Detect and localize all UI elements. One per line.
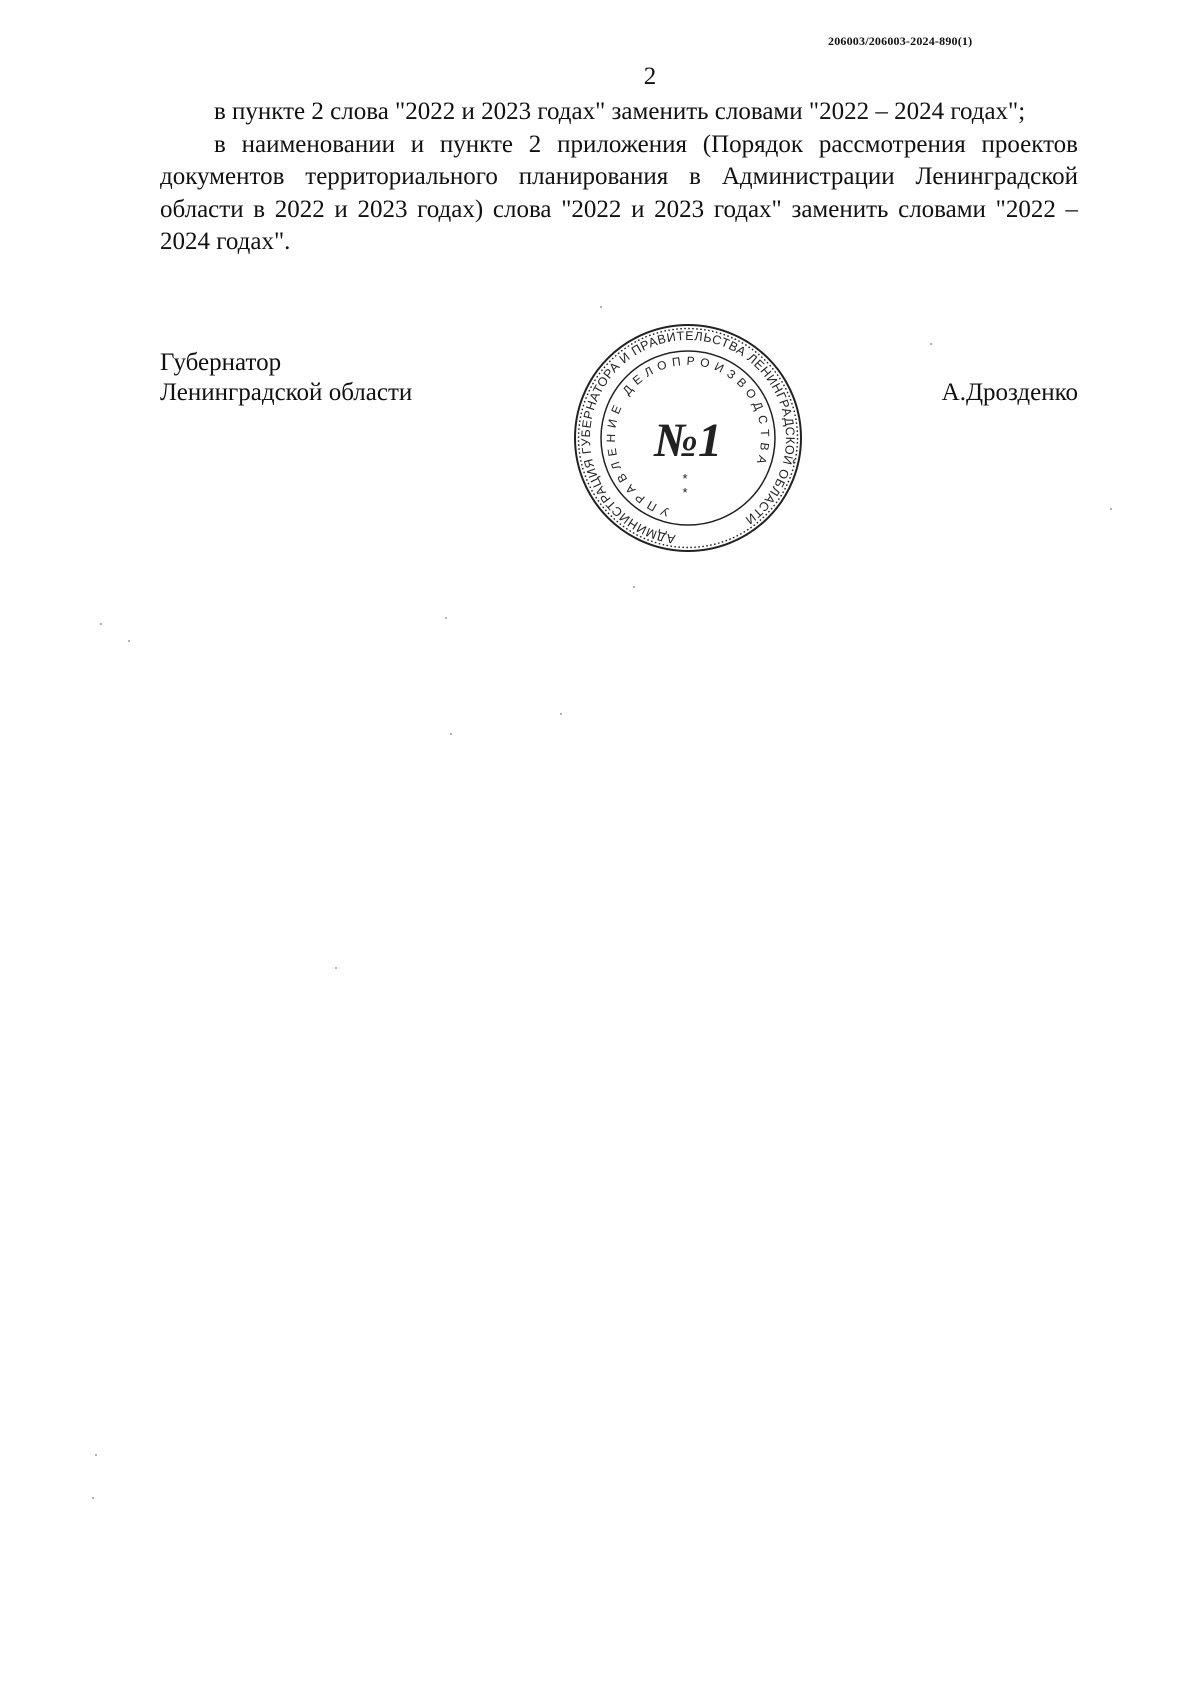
stamp-star-bottom: * (682, 485, 688, 500)
scan-speck (450, 733, 452, 735)
paragraph-2: в наименовании и пункте 2 приложения (Порядок рассмотрения проектов документов территориального планирования в Администрации Ленинградской области в 2022 и 2023 годах) слова "2022 и 2023 годах" заменить словами "2022 – 2024 годах". (160, 130, 1078, 255)
paragraph-1: в пункте 2 слова "2022 и 2023 годах" заменить словами "2022 – 2024 годах"; (214, 98, 1026, 125)
scan-speck (92, 1497, 94, 1499)
signer-title-line-2: Ленинградской области (160, 379, 413, 406)
scan-speck (600, 306, 602, 308)
scan-speck (930, 343, 932, 345)
document-id: 206003/206003-2024-890(1) (828, 34, 973, 48)
stamp-star-top: * (682, 471, 688, 486)
official-stamp (565, 323, 811, 553)
scan-speck (95, 1454, 97, 1456)
document-body (160, 96, 1078, 259)
scan-speck (128, 640, 130, 642)
scan-speck (633, 586, 635, 588)
scan-speck (560, 713, 562, 715)
page-number: 2 (643, 63, 657, 90)
signer-title-line-1: Губернатор (160, 349, 282, 376)
scan-speck (445, 617, 447, 619)
signer-title (160, 348, 412, 408)
signer-name: А.Дрозденко (941, 379, 1078, 406)
scan-speck (1110, 508, 1112, 510)
stamp-inner-text: УПРАВЛЕНИЕ ДЕЛОПРОИЗВОДСТВА (603, 353, 773, 520)
stamp-number: №1 (654, 414, 722, 467)
stamp-outer-text: АДМИНИСТРАЦИЯ ГУБЕРНАТОРА И ПРАВИТЕЛЬСТВА ЛЕНИНГРАДСКОЙ ОБЛАСТИ (578, 328, 798, 547)
scan-speck (100, 623, 102, 625)
scan-speck (335, 967, 337, 969)
